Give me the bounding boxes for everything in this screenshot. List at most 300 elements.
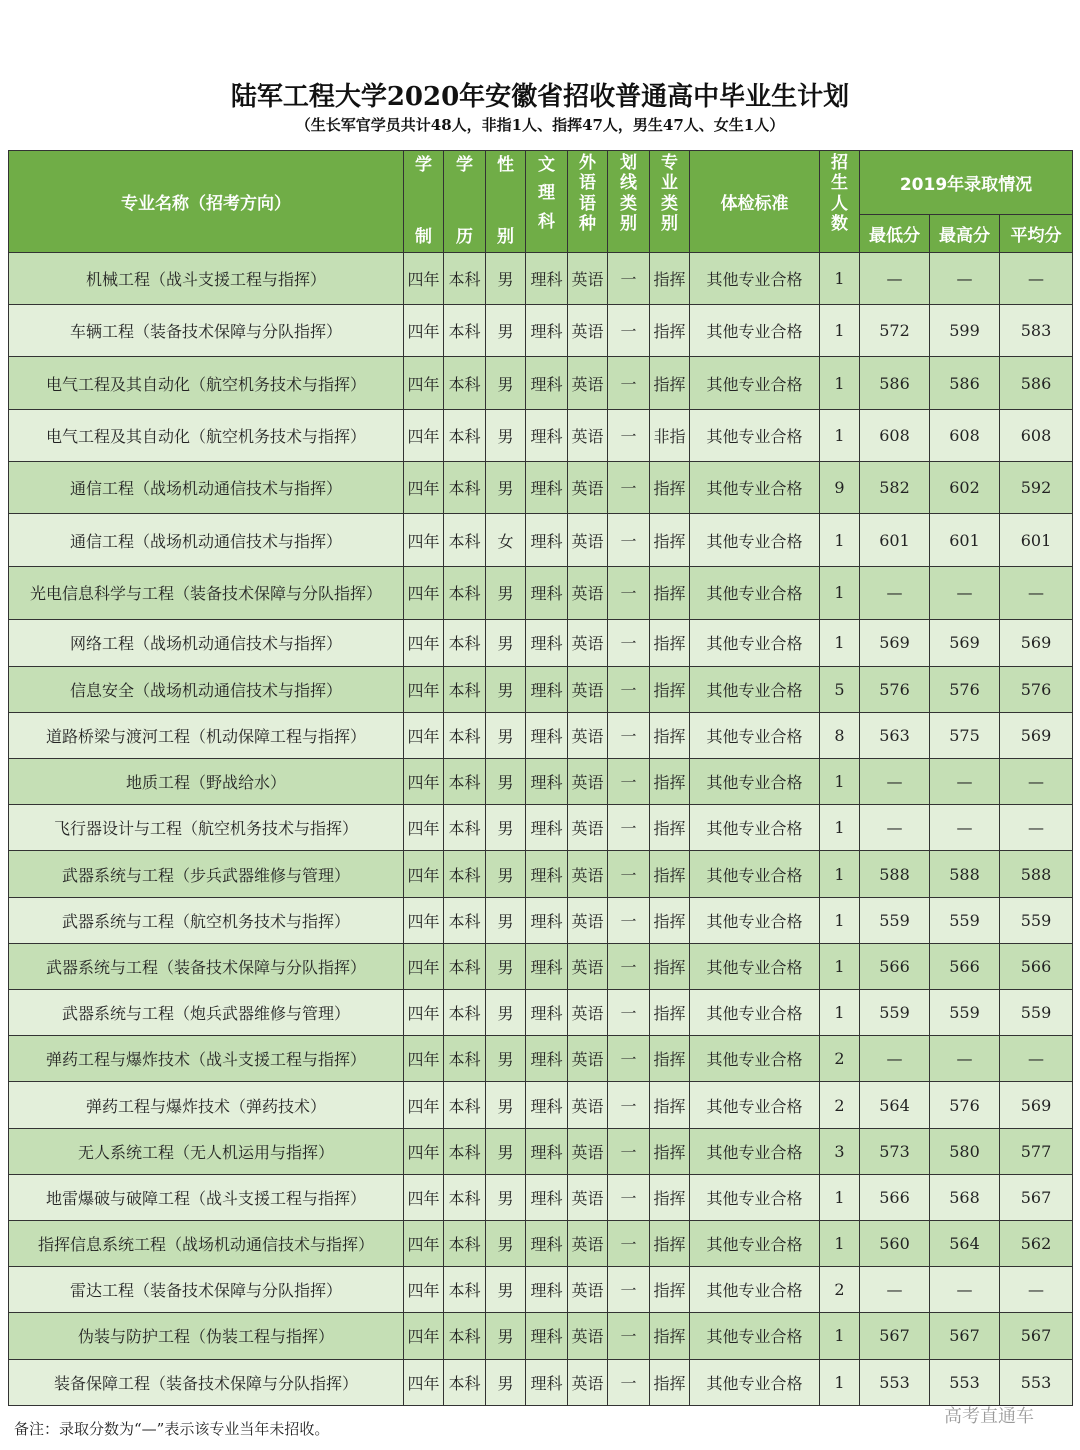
header-quota: 招 生 人 数 xyxy=(820,151,860,253)
max-score-cell: — xyxy=(930,805,1000,851)
table-row xyxy=(9,712,1073,758)
gender-cell: 男 xyxy=(486,990,526,1036)
batch-cell: 一 xyxy=(608,461,650,513)
max-score-cell: 576 xyxy=(930,1082,1000,1128)
table-row xyxy=(9,253,1073,305)
table-row xyxy=(9,1036,1073,1082)
major-name: 无人系统工程（无人机运用与指挥） xyxy=(9,1128,404,1174)
physical-standard-cell: 其他专业合格 xyxy=(690,305,820,357)
quota-cell: 1 xyxy=(820,1220,860,1266)
avg-score-cell: 586 xyxy=(1000,357,1073,409)
physical-standard-cell: 其他专业合格 xyxy=(690,897,820,943)
degree-cell: 本科 xyxy=(444,461,486,513)
min-score-cell: 582 xyxy=(860,461,930,513)
physical-standard-cell: 其他专业合格 xyxy=(690,567,820,619)
enrollment-plan-table xyxy=(8,150,1073,1406)
min-score-cell: — xyxy=(860,567,930,619)
avg-score-cell: — xyxy=(1000,1267,1073,1313)
physical-standard-cell: 其他专业合格 xyxy=(690,1220,820,1266)
table-row xyxy=(9,1359,1073,1405)
major-name: 机械工程（战斗支援工程与指挥） xyxy=(9,253,404,305)
physical-standard-cell: 其他专业合格 xyxy=(690,712,820,758)
header-category: 专 业 类 别 xyxy=(650,151,690,253)
language-cell: 英语 xyxy=(568,1174,608,1220)
major-name: 通信工程（战场机动通信技术与指挥） xyxy=(9,461,404,513)
avg-score-cell: 559 xyxy=(1000,990,1073,1036)
max-score-cell: 568 xyxy=(930,1174,1000,1220)
min-score-cell: 586 xyxy=(860,357,930,409)
table-row xyxy=(9,357,1073,409)
category-cell: 指挥 xyxy=(650,897,690,943)
duration-cell: 四年 xyxy=(404,461,444,513)
degree-cell: 本科 xyxy=(444,409,486,461)
degree-cell: 本科 xyxy=(444,943,486,989)
table-row xyxy=(9,1082,1073,1128)
header-batch: 划 线 类 别 xyxy=(608,151,650,253)
category-cell: 指挥 xyxy=(650,805,690,851)
category-cell: 指挥 xyxy=(650,712,690,758)
track-cell: 理科 xyxy=(526,357,568,409)
track-cell: 理科 xyxy=(526,305,568,357)
category-cell: 指挥 xyxy=(650,1267,690,1313)
min-score-cell: 569 xyxy=(860,619,930,666)
track-cell: 理科 xyxy=(526,619,568,666)
table-row xyxy=(9,666,1073,712)
quota-cell: 1 xyxy=(820,759,860,805)
physical-standard-cell: 其他专业合格 xyxy=(690,1082,820,1128)
quota-cell: 2 xyxy=(820,1082,860,1128)
watermark: 高考直通车 xyxy=(944,1406,1034,1427)
batch-cell: 一 xyxy=(608,514,650,567)
duration-cell: 四年 xyxy=(404,943,444,989)
major-name: 雷达工程（装备技术保障与分队指挥） xyxy=(9,1267,404,1313)
major-name: 伪装与防护工程（伪装工程与指挥） xyxy=(9,1313,404,1359)
quota-cell: 1 xyxy=(820,1359,860,1405)
avg-score-cell: 567 xyxy=(1000,1313,1073,1359)
duration-cell: 四年 xyxy=(404,851,444,897)
header-avg-score: 平均分 xyxy=(1000,215,1073,253)
physical-standard-cell: 其他专业合格 xyxy=(690,851,820,897)
avg-score-cell: — xyxy=(1000,805,1073,851)
track-cell: 理科 xyxy=(526,1036,568,1082)
quota-cell: 1 xyxy=(820,514,860,567)
avg-score-cell: — xyxy=(1000,253,1073,305)
category-cell: 指挥 xyxy=(650,990,690,1036)
min-score-cell: — xyxy=(860,805,930,851)
header-degree: 学 历 xyxy=(444,151,486,253)
language-cell: 英语 xyxy=(568,851,608,897)
track-cell: 理科 xyxy=(526,1220,568,1266)
quota-cell: 1 xyxy=(820,409,860,461)
physical-standard-cell: 其他专业合格 xyxy=(690,943,820,989)
duration-cell: 四年 xyxy=(404,712,444,758)
min-score-cell: — xyxy=(860,1036,930,1082)
duration-cell: 四年 xyxy=(404,805,444,851)
duration-cell: 四年 xyxy=(404,1267,444,1313)
header-language: 外 语 语 种 xyxy=(568,151,608,253)
batch-cell: 一 xyxy=(608,943,650,989)
gender-cell: 男 xyxy=(486,1313,526,1359)
quota-cell: 1 xyxy=(820,619,860,666)
duration-cell: 四年 xyxy=(404,666,444,712)
header-physical: 体检标准 xyxy=(690,151,820,253)
batch-cell: 一 xyxy=(608,1174,650,1220)
batch-cell: 一 xyxy=(608,851,650,897)
max-score-cell: 569 xyxy=(930,619,1000,666)
language-cell: 英语 xyxy=(568,461,608,513)
physical-standard-cell: 其他专业合格 xyxy=(690,1313,820,1359)
physical-standard-cell: 其他专业合格 xyxy=(690,1128,820,1174)
batch-cell: 一 xyxy=(608,1267,650,1313)
degree-cell: 本科 xyxy=(444,1082,486,1128)
major-name: 地雷爆破与破障工程（战斗支援工程与指挥） xyxy=(9,1174,404,1220)
max-score-cell: 601 xyxy=(930,514,1000,567)
degree-cell: 本科 xyxy=(444,805,486,851)
track-cell: 理科 xyxy=(526,514,568,567)
degree-cell: 本科 xyxy=(444,1359,486,1405)
header-gender: 性 别 xyxy=(486,151,526,253)
quota-cell: 1 xyxy=(820,1174,860,1220)
batch-cell: 一 xyxy=(608,409,650,461)
quota-cell: 1 xyxy=(820,851,860,897)
table-row xyxy=(9,1267,1073,1313)
table-row xyxy=(9,1174,1073,1220)
category-cell: 指挥 xyxy=(650,1174,690,1220)
duration-cell: 四年 xyxy=(404,619,444,666)
max-score-cell: 567 xyxy=(930,1313,1000,1359)
major-name: 通信工程（战场机动通信技术与指挥） xyxy=(9,514,404,567)
table-row xyxy=(9,897,1073,943)
quota-cell: 1 xyxy=(820,253,860,305)
degree-cell: 本科 xyxy=(444,1220,486,1266)
batch-cell: 一 xyxy=(608,897,650,943)
avg-score-cell: 601 xyxy=(1000,514,1073,567)
major-name: 地质工程（野战给水） xyxy=(9,759,404,805)
duration-cell: 四年 xyxy=(404,1128,444,1174)
quota-cell: 1 xyxy=(820,357,860,409)
language-cell: 英语 xyxy=(568,805,608,851)
major-name: 弹药工程与爆炸技术（战斗支援工程与指挥） xyxy=(9,1036,404,1082)
max-score-cell: 575 xyxy=(930,712,1000,758)
max-score-cell: 599 xyxy=(930,305,1000,357)
category-cell: 指挥 xyxy=(650,1036,690,1082)
quota-cell: 1 xyxy=(820,305,860,357)
max-score-cell: 576 xyxy=(930,666,1000,712)
gender-cell: 男 xyxy=(486,1128,526,1174)
gender-cell: 男 xyxy=(486,567,526,619)
header-name: 专业名称（招考方向） xyxy=(9,151,404,253)
track-cell: 理科 xyxy=(526,1267,568,1313)
duration-cell: 四年 xyxy=(404,1036,444,1082)
min-score-cell: 559 xyxy=(860,990,930,1036)
quota-cell: 1 xyxy=(820,567,860,619)
track-cell: 理科 xyxy=(526,759,568,805)
track-cell: 理科 xyxy=(526,712,568,758)
track-cell: 理科 xyxy=(526,567,568,619)
duration-cell: 四年 xyxy=(404,253,444,305)
table-row xyxy=(9,805,1073,851)
degree-cell: 本科 xyxy=(444,1267,486,1313)
language-cell: 英语 xyxy=(568,514,608,567)
gender-cell: 男 xyxy=(486,409,526,461)
language-cell: 英语 xyxy=(568,897,608,943)
category-cell: 指挥 xyxy=(650,1220,690,1266)
language-cell: 英语 xyxy=(568,567,608,619)
major-name: 指挥信息系统工程（战场机动通信技术与指挥） xyxy=(9,1220,404,1266)
max-score-cell: — xyxy=(930,759,1000,805)
track-cell: 理科 xyxy=(526,897,568,943)
table-row xyxy=(9,461,1073,513)
avg-score-cell: 577 xyxy=(1000,1128,1073,1174)
quota-cell: 2 xyxy=(820,1267,860,1313)
track-cell: 理科 xyxy=(526,409,568,461)
major-name: 电气工程及其自动化（航空机务技术与指挥） xyxy=(9,357,404,409)
table-row xyxy=(9,990,1073,1036)
language-cell: 英语 xyxy=(568,943,608,989)
quota-cell: 1 xyxy=(820,1313,860,1359)
physical-standard-cell: 其他专业合格 xyxy=(690,1359,820,1405)
major-name: 道路桥梁与渡河工程（机动保障工程与指挥） xyxy=(9,712,404,758)
table-body xyxy=(9,253,1073,1406)
avg-score-cell: 567 xyxy=(1000,1174,1073,1220)
min-score-cell: 572 xyxy=(860,305,930,357)
degree-cell: 本科 xyxy=(444,1313,486,1359)
degree-cell: 本科 xyxy=(444,1036,486,1082)
language-cell: 英语 xyxy=(568,619,608,666)
major-name: 电气工程及其自动化（航空机务技术与指挥） xyxy=(9,409,404,461)
duration-cell: 四年 xyxy=(404,897,444,943)
degree-cell: 本科 xyxy=(444,759,486,805)
language-cell: 英语 xyxy=(568,1128,608,1174)
max-score-cell: 602 xyxy=(930,461,1000,513)
major-name: 网络工程（战场机动通信技术与指挥） xyxy=(9,619,404,666)
gender-cell: 男 xyxy=(486,357,526,409)
track-cell: 理科 xyxy=(526,1359,568,1405)
quota-cell: 5 xyxy=(820,666,860,712)
physical-standard-cell: 其他专业合格 xyxy=(690,514,820,567)
duration-cell: 四年 xyxy=(404,1220,444,1266)
avg-score-cell: 608 xyxy=(1000,409,1073,461)
avg-score-cell: 559 xyxy=(1000,897,1073,943)
batch-cell: 一 xyxy=(608,1082,650,1128)
category-cell: 指挥 xyxy=(650,1128,690,1174)
language-cell: 英语 xyxy=(568,253,608,305)
table-row xyxy=(9,943,1073,989)
category-cell: 指挥 xyxy=(650,943,690,989)
duration-cell: 四年 xyxy=(404,514,444,567)
major-name: 信息安全（战场机动通信技术与指挥） xyxy=(9,666,404,712)
degree-cell: 本科 xyxy=(444,990,486,1036)
max-score-cell: 559 xyxy=(930,897,1000,943)
batch-cell: 一 xyxy=(608,666,650,712)
category-cell: 指挥 xyxy=(650,851,690,897)
min-score-cell: 576 xyxy=(860,666,930,712)
duration-cell: 四年 xyxy=(404,305,444,357)
min-score-cell: — xyxy=(860,253,930,305)
physical-standard-cell: 其他专业合格 xyxy=(690,619,820,666)
duration-cell: 四年 xyxy=(404,1174,444,1220)
category-cell: 指挥 xyxy=(650,305,690,357)
gender-cell: 男 xyxy=(486,305,526,357)
min-score-cell: — xyxy=(860,1267,930,1313)
quota-cell: 9 xyxy=(820,461,860,513)
max-score-cell: 586 xyxy=(930,357,1000,409)
avg-score-cell: 583 xyxy=(1000,305,1073,357)
language-cell: 英语 xyxy=(568,990,608,1036)
track-cell: 理科 xyxy=(526,253,568,305)
category-cell: 指挥 xyxy=(650,666,690,712)
batch-cell: 一 xyxy=(608,990,650,1036)
degree-cell: 本科 xyxy=(444,253,486,305)
physical-standard-cell: 其他专业合格 xyxy=(690,759,820,805)
degree-cell: 本科 xyxy=(444,1128,486,1174)
duration-cell: 四年 xyxy=(404,1359,444,1405)
physical-standard-cell: 其他专业合格 xyxy=(690,357,820,409)
min-score-cell: 566 xyxy=(860,1174,930,1220)
duration-cell: 四年 xyxy=(404,759,444,805)
gender-cell: 男 xyxy=(486,1036,526,1082)
avg-score-cell: 592 xyxy=(1000,461,1073,513)
duration-cell: 四年 xyxy=(404,1082,444,1128)
batch-cell: 一 xyxy=(608,253,650,305)
language-cell: 英语 xyxy=(568,357,608,409)
language-cell: 英语 xyxy=(568,666,608,712)
avg-score-cell: 566 xyxy=(1000,943,1073,989)
gender-cell: 男 xyxy=(486,666,526,712)
duration-cell: 四年 xyxy=(404,1313,444,1359)
language-cell: 英语 xyxy=(568,1220,608,1266)
language-cell: 英语 xyxy=(568,1082,608,1128)
degree-cell: 本科 xyxy=(444,666,486,712)
major-name: 车辆工程（装备技术保障与分队指挥） xyxy=(9,305,404,357)
header-max-score: 最高分 xyxy=(930,215,1000,253)
degree-cell: 本科 xyxy=(444,619,486,666)
track-cell: 理科 xyxy=(526,990,568,1036)
duration-cell: 四年 xyxy=(404,567,444,619)
batch-cell: 一 xyxy=(608,1220,650,1266)
physical-standard-cell: 其他专业合格 xyxy=(690,1174,820,1220)
gender-cell: 男 xyxy=(486,1267,526,1313)
degree-cell: 本科 xyxy=(444,567,486,619)
category-cell: 指挥 xyxy=(650,1313,690,1359)
quota-cell: 8 xyxy=(820,712,860,758)
language-cell: 英语 xyxy=(568,1267,608,1313)
gender-cell: 男 xyxy=(486,851,526,897)
category-cell: 指挥 xyxy=(650,619,690,666)
gender-cell: 男 xyxy=(486,253,526,305)
gender-cell: 男 xyxy=(486,805,526,851)
batch-cell: 一 xyxy=(608,759,650,805)
duration-cell: 四年 xyxy=(404,357,444,409)
table-row xyxy=(9,759,1073,805)
batch-cell: 一 xyxy=(608,1359,650,1405)
max-score-cell: — xyxy=(930,1036,1000,1082)
gender-cell: 男 xyxy=(486,712,526,758)
physical-standard-cell: 其他专业合格 xyxy=(690,990,820,1036)
degree-cell: 本科 xyxy=(444,897,486,943)
duration-cell: 四年 xyxy=(404,409,444,461)
table-row xyxy=(9,305,1073,357)
table-row xyxy=(9,1313,1073,1359)
gender-cell: 男 xyxy=(486,759,526,805)
max-score-cell: 559 xyxy=(930,990,1000,1036)
physical-standard-cell: 其他专业合格 xyxy=(690,253,820,305)
category-cell: 指挥 xyxy=(650,1359,690,1405)
gender-cell: 男 xyxy=(486,461,526,513)
physical-standard-cell: 其他专业合格 xyxy=(690,409,820,461)
max-score-cell: 588 xyxy=(930,851,1000,897)
max-score-cell: — xyxy=(930,253,1000,305)
quota-cell: 2 xyxy=(820,1036,860,1082)
category-cell: 指挥 xyxy=(650,759,690,805)
table-row xyxy=(9,1128,1073,1174)
track-cell: 理科 xyxy=(526,1313,568,1359)
track-cell: 理科 xyxy=(526,851,568,897)
header-duration: 学 制 xyxy=(404,151,444,253)
max-score-cell: 608 xyxy=(930,409,1000,461)
min-score-cell: 567 xyxy=(860,1313,930,1359)
degree-cell: 本科 xyxy=(444,514,486,567)
batch-cell: 一 xyxy=(608,1036,650,1082)
table-row xyxy=(9,619,1073,666)
degree-cell: 本科 xyxy=(444,305,486,357)
track-cell: 理科 xyxy=(526,461,568,513)
batch-cell: 一 xyxy=(608,1313,650,1359)
major-name: 武器系统与工程（炮兵武器维修与管理） xyxy=(9,990,404,1036)
quota-cell: 1 xyxy=(820,805,860,851)
batch-cell: 一 xyxy=(608,619,650,666)
max-score-cell: — xyxy=(930,1267,1000,1313)
category-cell: 非指 xyxy=(650,409,690,461)
max-score-cell: 553 xyxy=(930,1359,1000,1405)
max-score-cell: 566 xyxy=(930,943,1000,989)
category-cell: 指挥 xyxy=(650,567,690,619)
min-score-cell: 608 xyxy=(860,409,930,461)
language-cell: 英语 xyxy=(568,305,608,357)
category-cell: 指挥 xyxy=(650,1082,690,1128)
header-min-score: 最低分 xyxy=(860,215,930,253)
page-subtitle: （生长军官学员共计48人，非指1人、指挥47人，男生47人、女生1人） xyxy=(295,116,785,134)
physical-standard-cell: 其他专业合格 xyxy=(690,666,820,712)
min-score-cell: 563 xyxy=(860,712,930,758)
duration-cell: 四年 xyxy=(404,990,444,1036)
physical-standard-cell: 其他专业合格 xyxy=(690,1036,820,1082)
language-cell: 英语 xyxy=(568,409,608,461)
quota-cell: 1 xyxy=(820,943,860,989)
min-score-cell: — xyxy=(860,759,930,805)
language-cell: 英语 xyxy=(568,712,608,758)
category-cell: 指挥 xyxy=(650,253,690,305)
avg-score-cell: — xyxy=(1000,1036,1073,1082)
min-score-cell: 573 xyxy=(860,1128,930,1174)
quota-cell: 1 xyxy=(820,990,860,1036)
gender-cell: 男 xyxy=(486,897,526,943)
gender-cell: 男 xyxy=(486,1174,526,1220)
quota-cell: 3 xyxy=(820,1128,860,1174)
avg-score-cell: — xyxy=(1000,567,1073,619)
language-cell: 英语 xyxy=(568,1313,608,1359)
avg-score-cell: 569 xyxy=(1000,712,1073,758)
table-row xyxy=(9,567,1073,619)
avg-score-cell: 553 xyxy=(1000,1359,1073,1405)
max-score-cell: 564 xyxy=(930,1220,1000,1266)
avg-score-cell: 588 xyxy=(1000,851,1073,897)
header-history: 2019年录取情况 xyxy=(860,151,1073,215)
degree-cell: 本科 xyxy=(444,1174,486,1220)
major-name: 武器系统与工程（装备技术保障与分队指挥） xyxy=(9,943,404,989)
category-cell: 指挥 xyxy=(650,514,690,567)
language-cell: 英语 xyxy=(568,1359,608,1405)
